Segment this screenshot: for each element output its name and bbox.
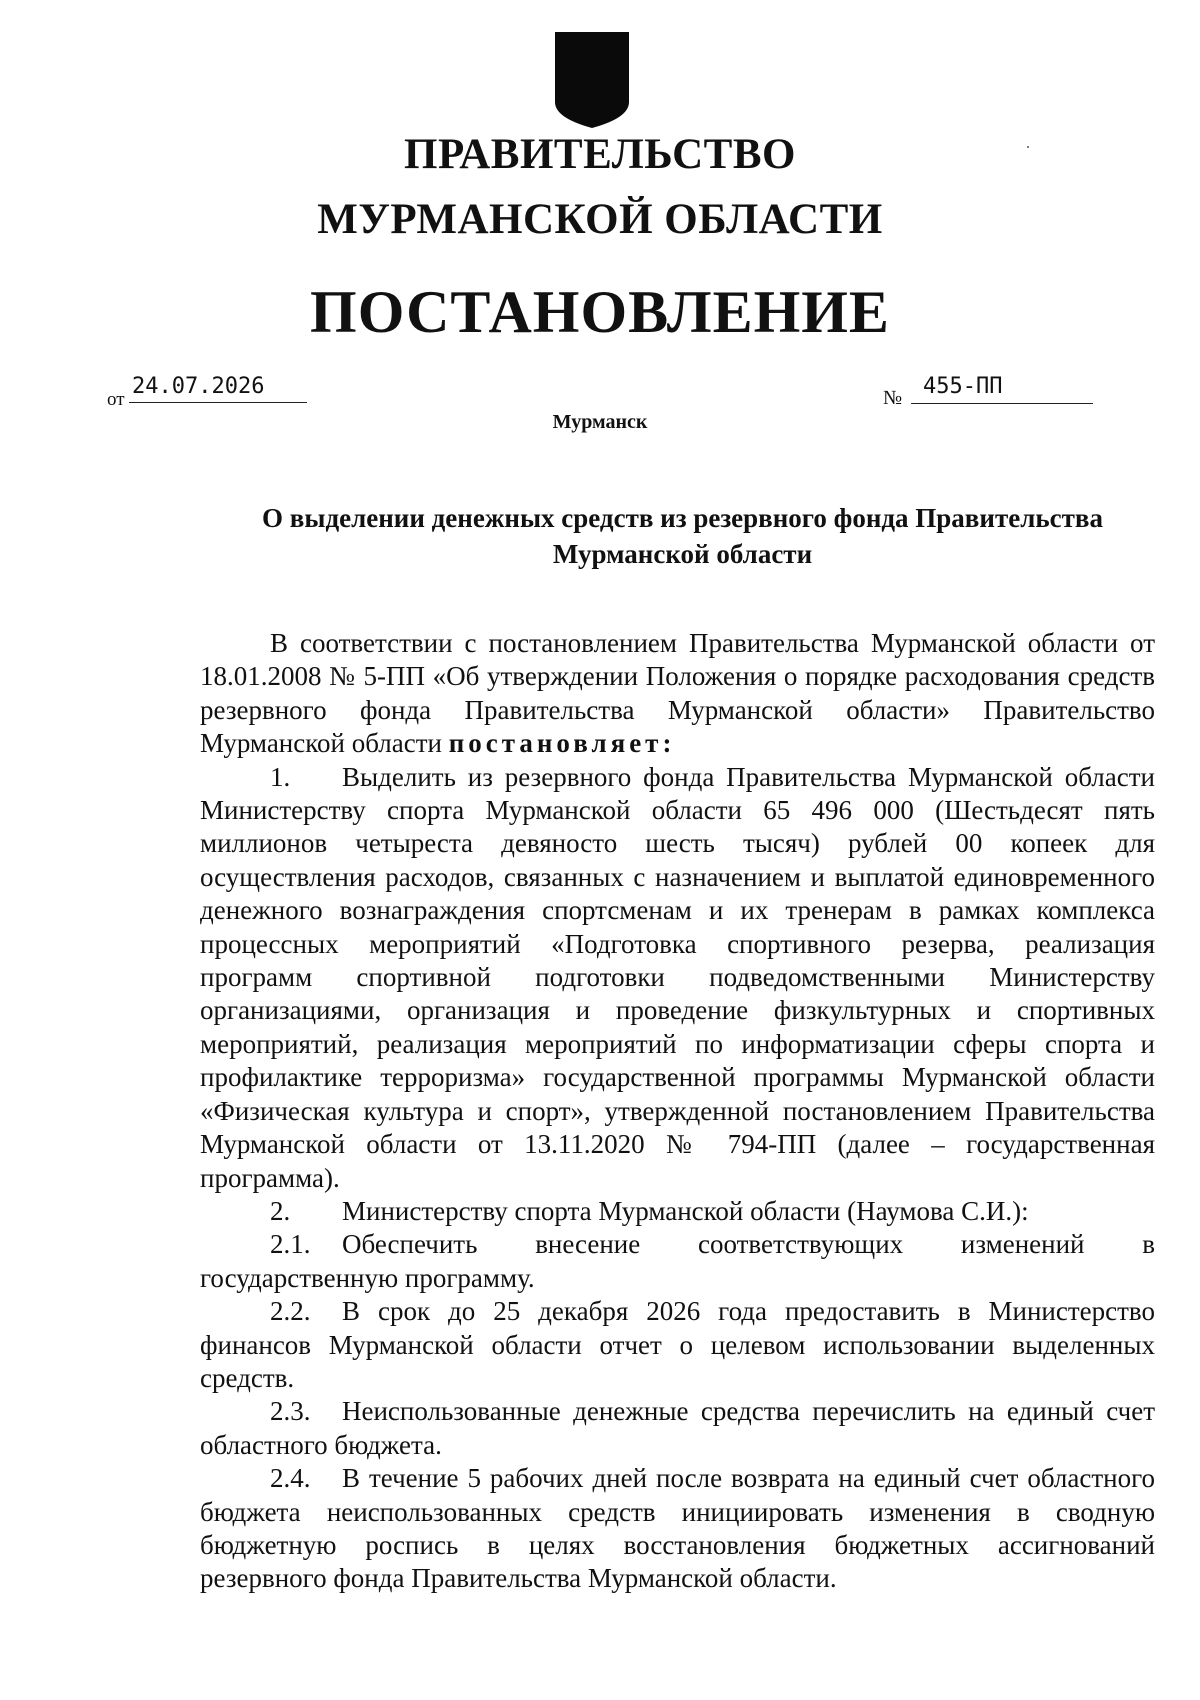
list-item (200, 1195, 1155, 1228)
subject-line2: Мурманской области (552, 539, 813, 569)
list-item (200, 1295, 1155, 1395)
resolves-word: постановляет: (448, 728, 676, 759)
item-number: 2.4. (270, 1463, 311, 1494)
item-text: В срок до 25 декабря 2026 года предоставить в Министерство финансов Мурманской области отчет о целевом использовании выделенных средств. (200, 1296, 1155, 1393)
item-text: Министерству спорта Мурманской области (Наумова С.И.): (342, 1195, 1029, 1226)
list-item (200, 761, 1155, 1195)
number-value: 455-ПП (911, 372, 1093, 404)
document-type-title: ПОСТАНОВЛЕНИЕ (310, 279, 890, 345)
item-number: 2.2. (270, 1296, 311, 1327)
item-number: 2. (270, 1195, 291, 1226)
date-field (107, 372, 307, 412)
preamble-text: В соответствии с постановлением Правительства Мурманской области от 18.01.2008 № 5-ПП «Об утверждении Положения о порядке расходования средств резервного фонда Правительства Мурманской области» Правительство Мурманской области (200, 628, 1155, 759)
number-prefix-label: № (883, 387, 903, 409)
item-text: Обеспечить внесение соответствующих изменений в государственную программу. (200, 1229, 1155, 1293)
date-prefix-label: от (107, 389, 125, 410)
subject-line1: О выделении денежных средств из резервного фонда Правительства (262, 503, 1103, 533)
list-item (200, 1395, 1155, 1462)
list-item (200, 1228, 1155, 1295)
date-value: 24.07.2026 (129, 372, 307, 403)
item-text: Неиспользованные денежные средства перечислить на единый счет областного бюджета. (200, 1396, 1155, 1460)
city-label: Мурманск (552, 411, 648, 433)
org-name-line2: МУРМАНСКОЙ ОБЛАСТИ (317, 196, 883, 243)
list-item (200, 1462, 1155, 1596)
item-number: 2.3. (270, 1396, 311, 1427)
number-field (883, 372, 1083, 412)
document-subject (210, 500, 1155, 572)
coat-of-arms-icon (553, 32, 631, 128)
item-text: В течение 5 рабочих дней после возврата на единый счет областного бюджета неиспользованных средств инициировать изменения в сводную бюджетную роспись в целях восстановления бюджетных ассигнований резервного фонда Правительства Мурманской области. (200, 1463, 1155, 1594)
item-number: 1. (270, 761, 291, 792)
preamble-paragraph (200, 627, 1155, 761)
document-body (200, 627, 1155, 1596)
item-number: 2.1. (270, 1229, 311, 1260)
item-text: Выделить из резервного фонда Правительства Мурманской области Министерству спорта Мурманской области 65 496 000 (Шестьдесят пять миллионов четыреста девяносто шесть тысяч) рублей 00 копеек для осуществления расходов, связанных с назначением и выплатой единовременного денежного вознаграждения спортсменам и их тренерам в рамках комплекса процессных мероприятий «Подготовка спортивного резерва, реализация программ спортивной подготовки подведомственными Министерству организациями, организация и проведение физкультурных и спортивных мероприятий, реализация мероприятий по информатизации сферы спорта и профилактике терроризма» государственной программы Мурманской области «Физическая культура и спорт», утвержденной постановлением Правительства Мурманской области от 13.11.2020 № 794-ПП (далее – государственная программа). (200, 761, 1155, 1193)
org-name-line1: ПРАВИТЕЛЬСТВО (404, 131, 796, 178)
